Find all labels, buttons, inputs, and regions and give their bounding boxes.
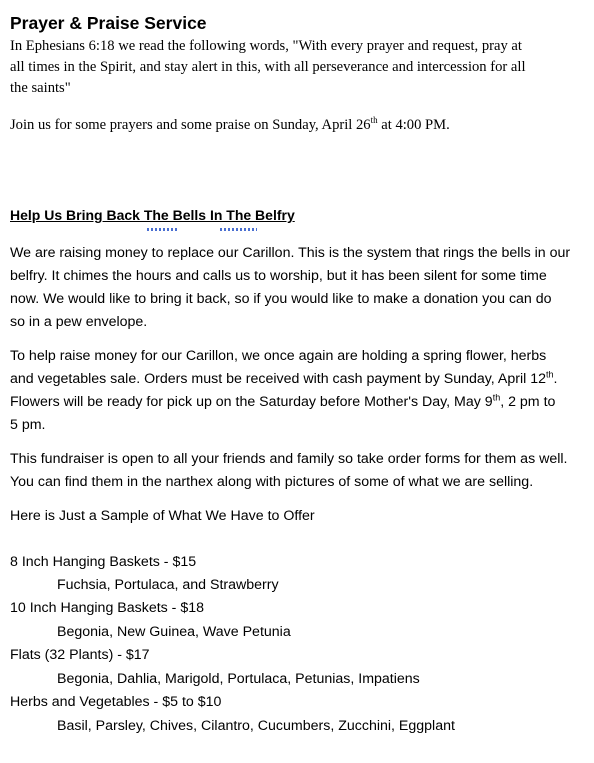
sample-heading: Here is Just a Sample of What We Have to Offer bbox=[10, 508, 315, 524]
join-text: Join us for some prayers and some praise on Sunday, April 26 bbox=[10, 117, 371, 133]
bells-p3-line: You can find them in the narthex along with pictures of some of what we are selling. bbox=[10, 474, 534, 490]
prayer-join-line bbox=[10, 117, 450, 134]
bells-p1-line: belfry. It chimes the hours and calls us to worship, but it has been silent for some time bbox=[10, 268, 547, 284]
bells-p3-line: This fundraiser is open to all your friends and family so take order forms for them as well. bbox=[10, 451, 568, 467]
offer-items: Basil, Parsley, Chives, Cilantro, Cucumbers, Zucchini, Eggplant bbox=[57, 718, 455, 734]
join-sup: th bbox=[370, 115, 378, 126]
bells-p2-line bbox=[10, 371, 557, 387]
offer-category: Flats (32 Plants) - $17 bbox=[10, 647, 150, 663]
bells-p2-line: 5 pm. bbox=[10, 417, 46, 433]
prayer-title: Prayer & Praise Service bbox=[10, 13, 207, 33]
prayer-text-line: In Ephesians 6:18 we read the following words, "With every prayer and request, pray at bbox=[10, 38, 522, 54]
prayer-text-line: the saints" bbox=[10, 80, 71, 96]
p2-sup: th bbox=[492, 392, 501, 403]
p2-text: and vegetables sale. Orders must be received with cash payment by Sunday, April 12 bbox=[10, 371, 546, 387]
offer-category: 10 Inch Hanging Baskets - $18 bbox=[10, 600, 205, 616]
bells-p2-line: To help raise money for our Carillon, we once again are holding a spring flower, herbs bbox=[10, 348, 547, 364]
p2-sup: th bbox=[546, 369, 554, 380]
spellcheck-squiggle bbox=[220, 228, 257, 231]
bells-p2-line bbox=[10, 394, 555, 410]
p2-text: Flowers will be ready for pick up on the Saturday before Mother's Day, May 9 bbox=[10, 394, 493, 410]
p2-text-end: , 2 pm to bbox=[500, 394, 556, 410]
offer-items: Fuchsia, Portulaca, and Strawberry bbox=[57, 577, 279, 593]
prayer-text-line: all times in the Spirit, and stay alert in this, with all perseverance and intercession for all bbox=[10, 59, 526, 75]
offer-items: Begonia, Dahlia, Marigold, Portulaca, Petunias, Impatiens bbox=[57, 671, 420, 687]
spellcheck-squiggle bbox=[147, 228, 179, 231]
join-text-end: at 4:00 PM. bbox=[377, 117, 450, 133]
p2-text-end: . bbox=[553, 371, 558, 387]
offer-category: Herbs and Vegetables - $5 to $10 bbox=[10, 694, 222, 710]
offer-category: 8 Inch Hanging Baskets - $15 bbox=[10, 554, 197, 570]
bells-p1-line: We are raising money to replace our Carillon. This is the system that rings the bells in our bbox=[10, 245, 571, 261]
bells-p1-line: now. We would like to bring it back, so if you would like to make a donation you can do bbox=[10, 291, 552, 307]
bells-title: Help Us Bring Back The Bells In The Belfry bbox=[10, 207, 295, 223]
bells-p1-line: so in a pew envelope. bbox=[10, 314, 148, 330]
offer-items: Begonia, New Guinea, Wave Petunia bbox=[57, 624, 291, 640]
